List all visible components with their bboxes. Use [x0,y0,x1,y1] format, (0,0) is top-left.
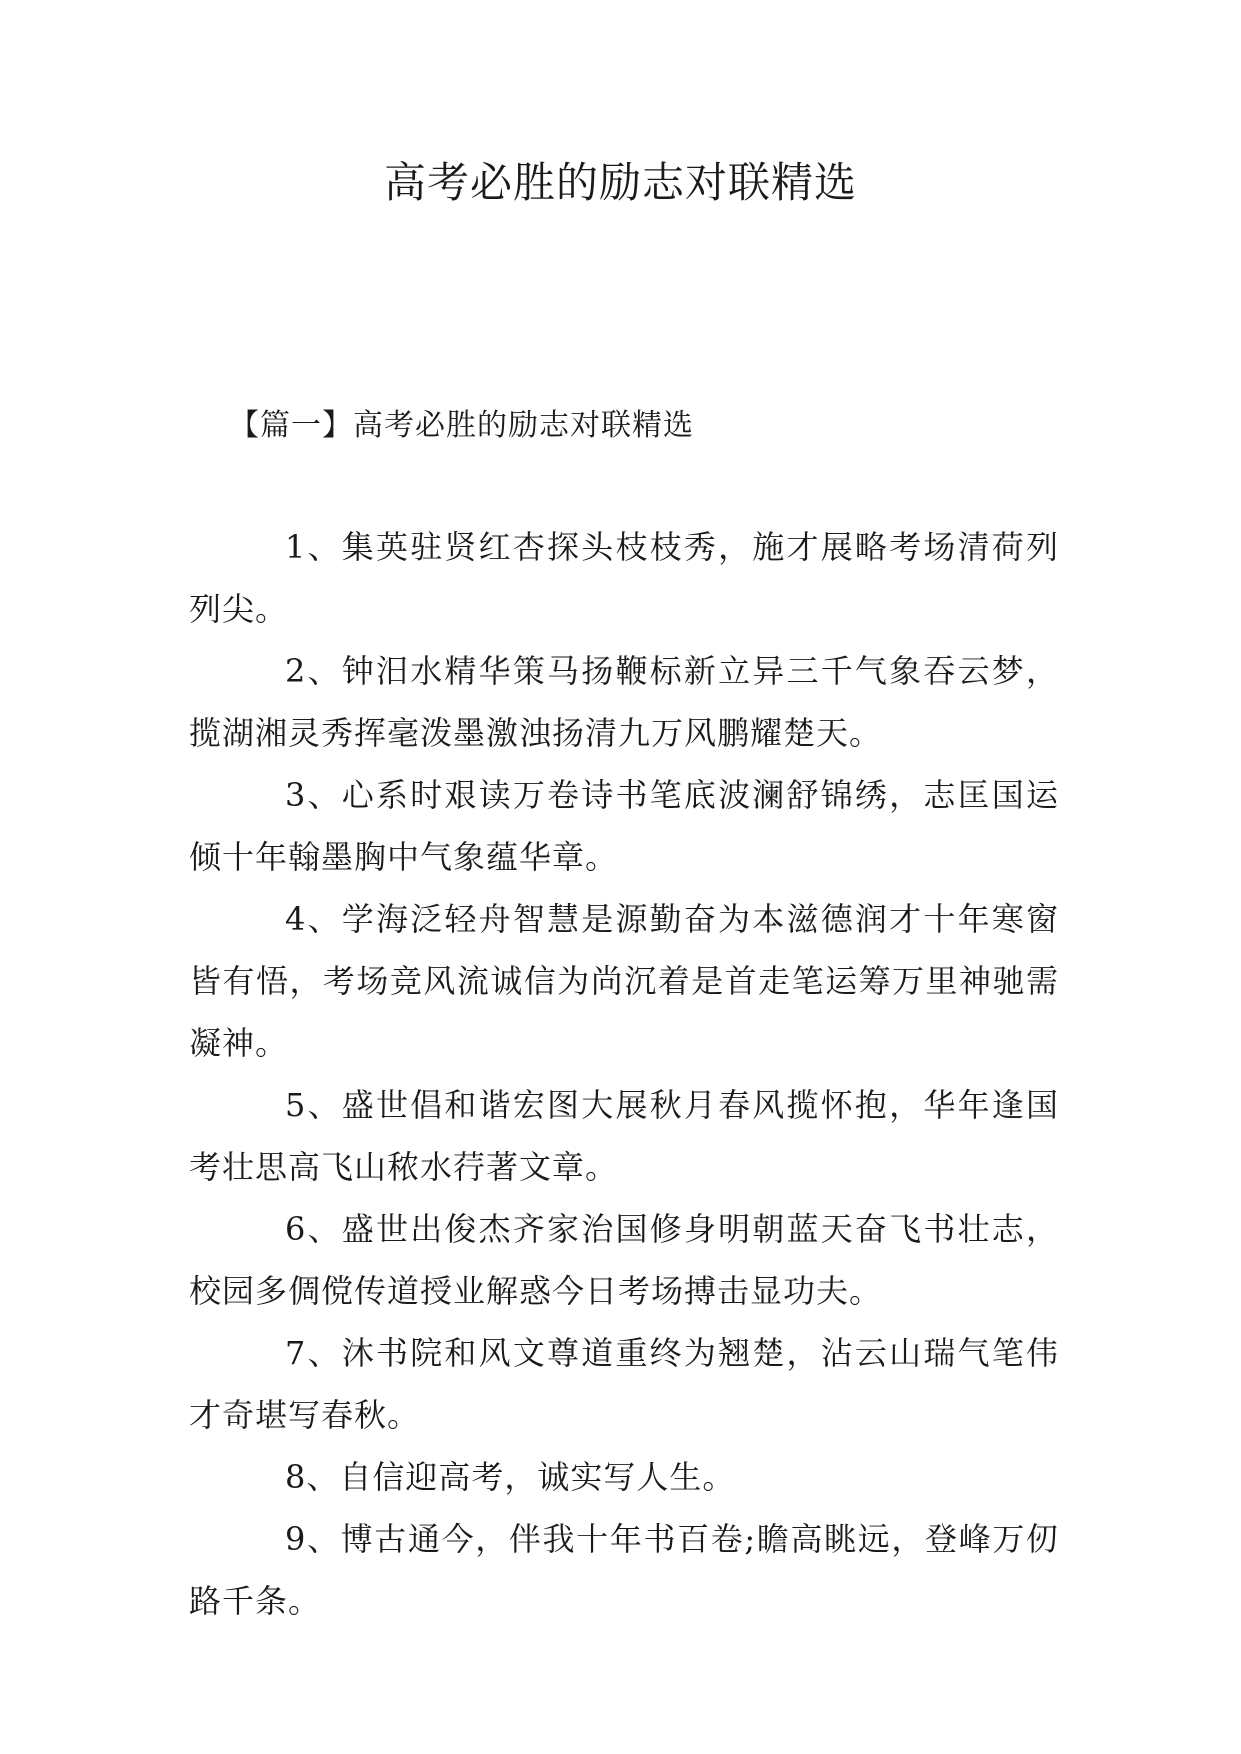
list-item: 7、沐书院和风文尊道重终为翘楚，沾云山瑞气笔伟才奇堪写春秋。 [189,1334,1059,1434]
section-heading: 【篇一】高考必胜的励志对联精选 [229,408,694,443]
couplet-list [189,516,1059,1632]
list-item: 3、心系时艰读万卷诗书笔底波澜舒锦绣，志匡国运倾十年翰墨胸中气象蕴华章。 [189,776,1059,876]
list-item: 2、钟汨水精华策马扬鞭标新立异三千气象吞云梦，揽湖湘灵秀挥毫泼墨激浊扬清九万风鹏耀楚天。 [189,652,1059,752]
list-item: 9、博古通今，伴我十年书百卷;瞻高眺远，登峰万仞路千条。 [189,1520,1059,1620]
list-item: 8、自信迎高考，诚实写人生。 [285,1458,736,1496]
list-item: 4、学海泛轻舟智慧是源勤奋为本滋德润才十年寒窗皆有悟，考场竞风流诚信为尚沉着是首走笔运筹万里神驰需凝神。 [189,900,1059,1062]
list-item: 1、集英驻贤红杏探头枝枝秀，施才展略考场清荷列列尖。 [189,528,1059,628]
list-item: 6、盛世出俊杰齐家治国修身明朝蓝天奋飞书壮志，校园多倜傥传道授业解惑今日考场搏击显功夫。 [189,1210,1059,1310]
page-title: 高考必胜的励志对联精选 [383,158,857,207]
list-item: 5、盛世倡和谐宏图大展秋月春风揽怀抱，华年逢国考壮思高飞山秾水荇著文章。 [189,1086,1059,1186]
